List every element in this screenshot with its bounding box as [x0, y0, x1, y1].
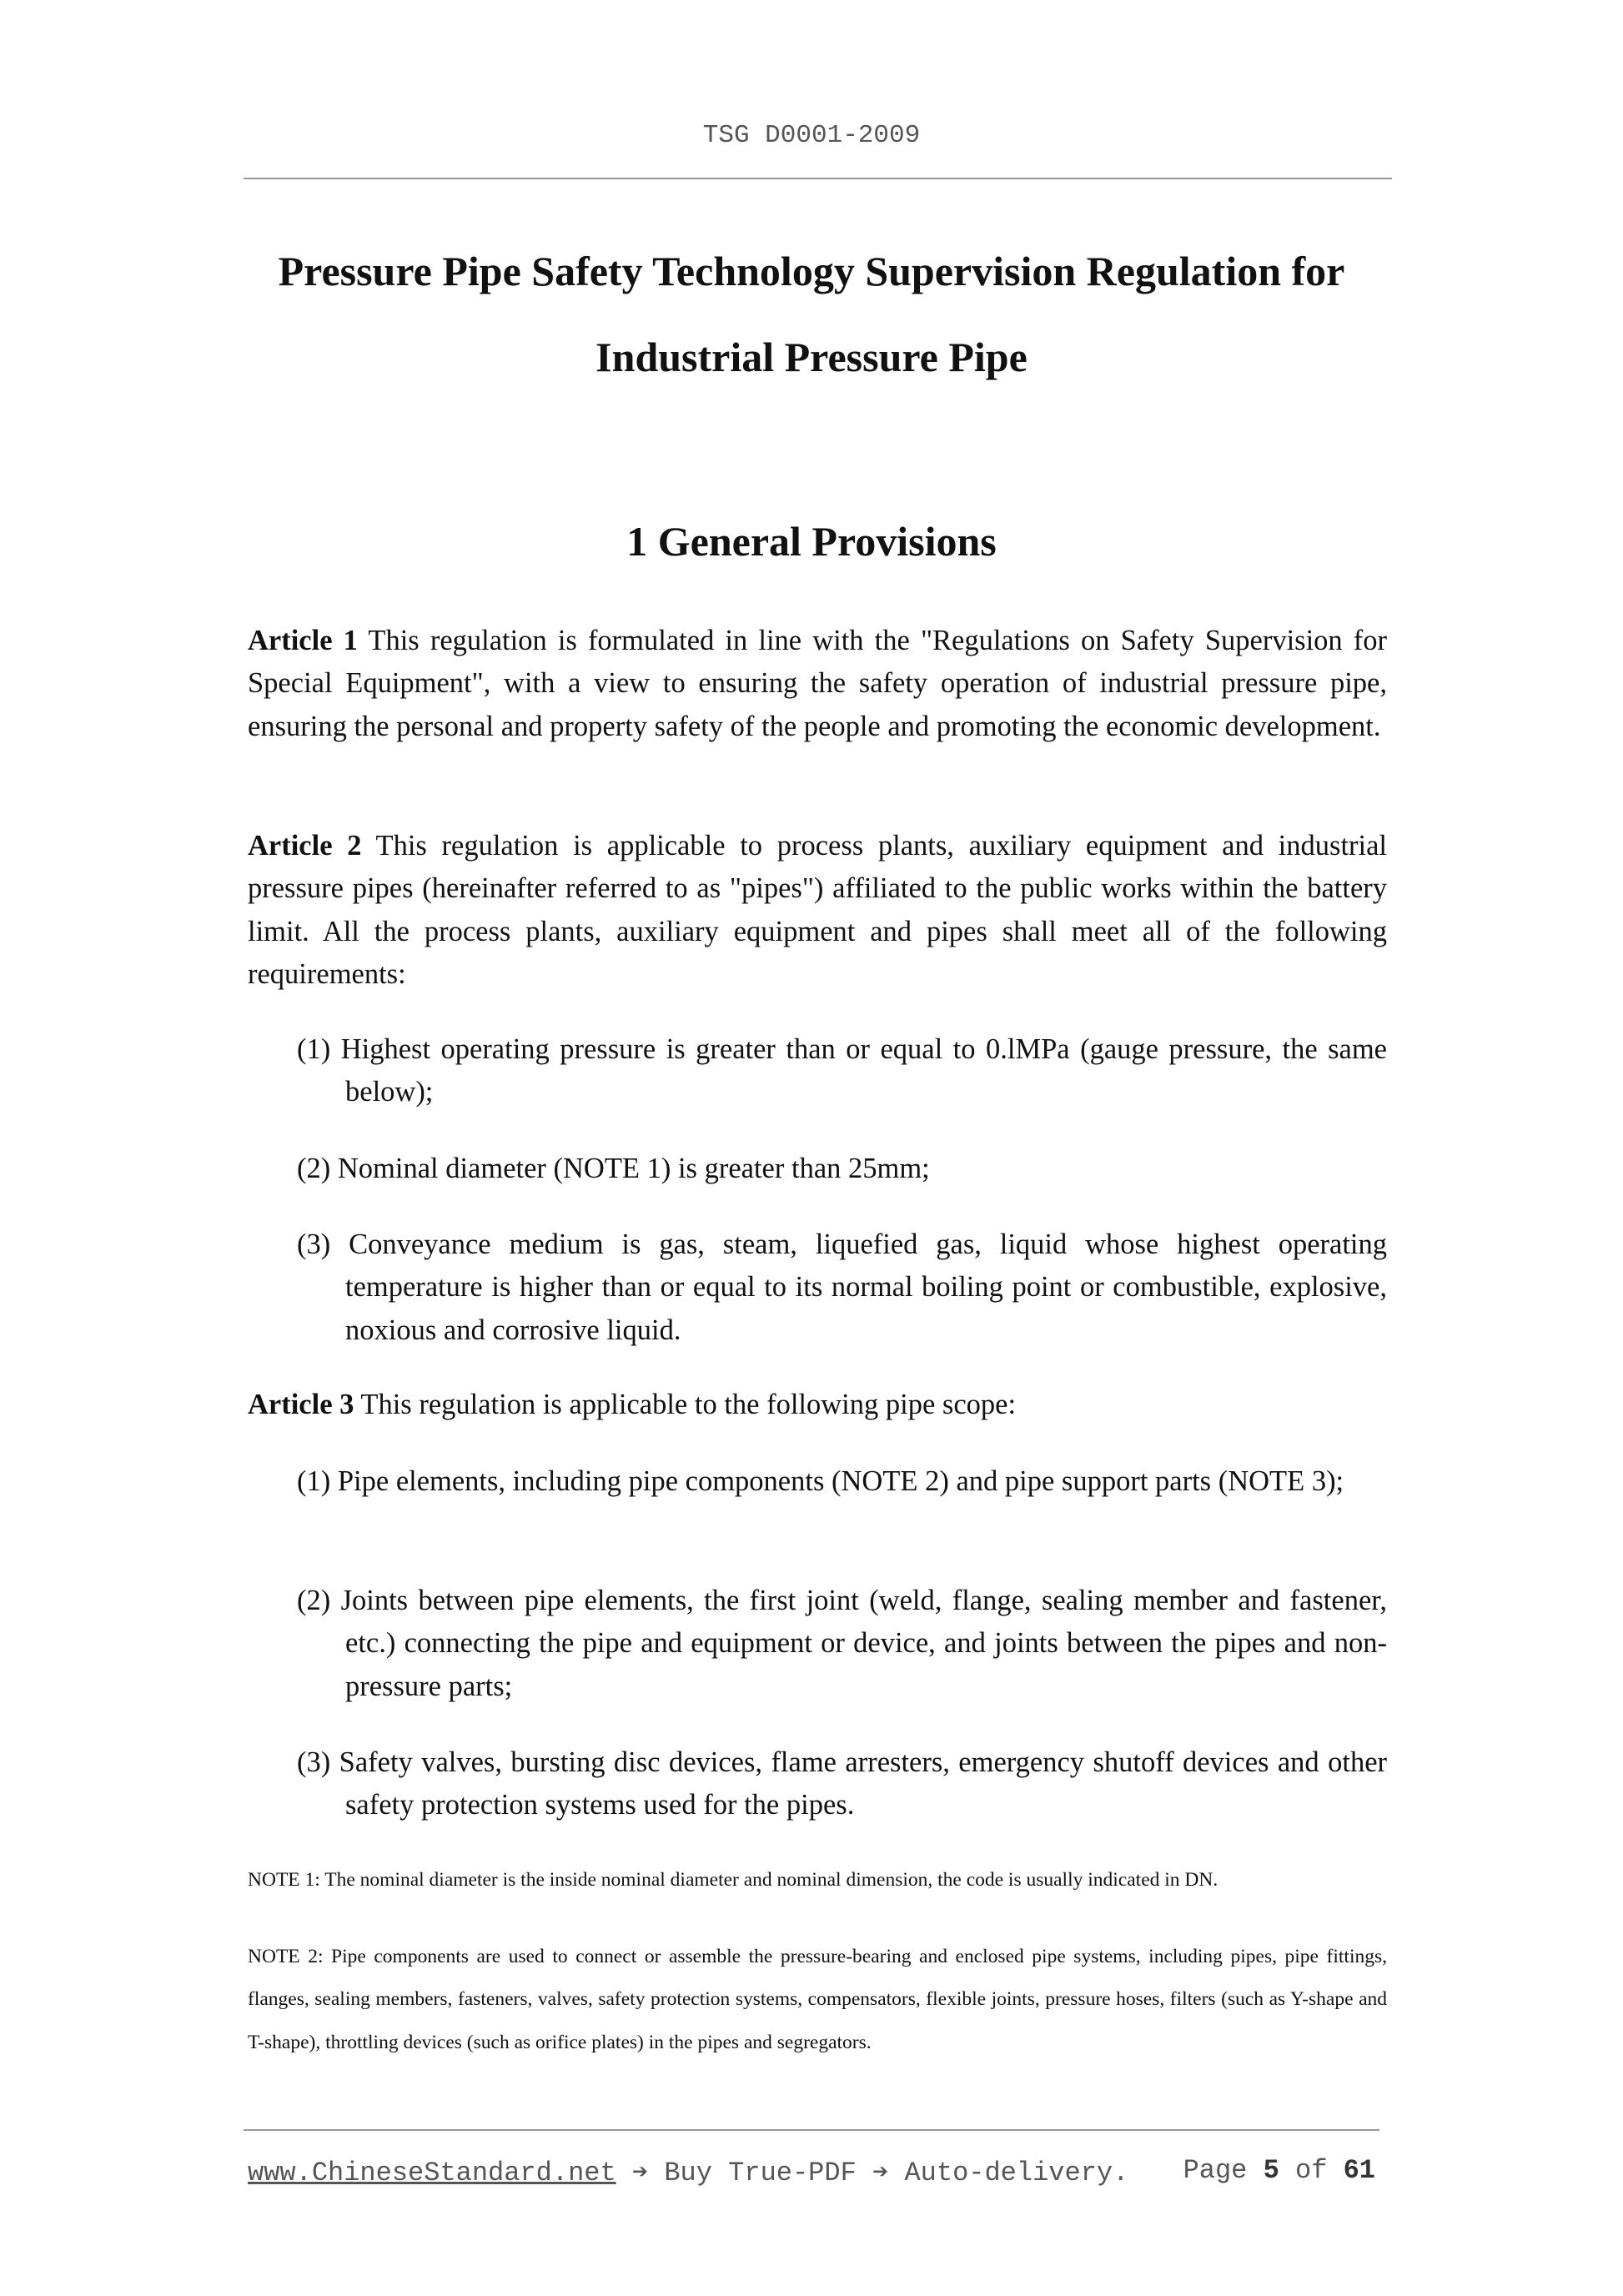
article-text: This regulation is applicable to the following pipe scope:	[354, 1389, 1017, 1420]
list-item: (1) Highest operating pressure is greater than or equal to 0.lMPa (gauge pressure, the same below);	[297, 1033, 1387, 1108]
page-title-line1: Pressure Pipe Safety Technology Supervision Regulation for	[278, 248, 1345, 294]
note-1: NOTE 1: The nominal diameter is the inside nominal diameter and nominal dimension, the code is usually indicated in DN.	[248, 1869, 1219, 1891]
current-page: 5	[1263, 2155, 1279, 2186]
of-label: of	[1294, 2155, 1328, 2186]
page-title-line2: Industrial Pressure Pipe	[595, 334, 1028, 380]
list-item: (1) Pipe elements, including pipe components (NOTE 2) and pipe support parts (NOTE 3);	[297, 1465, 1344, 1497]
footer	[248, 2155, 1375, 2188]
buy-text: Buy True-PDF	[664, 2158, 857, 2188]
header-doc-code: TSG D0001-2009	[702, 121, 921, 150]
page-number	[1183, 2155, 1375, 2188]
article-text: This regulation is formulated in line with the "Regulations on Safety Supervision for Special Equipment", with a view to ensuring the safety operation of industrial pressure pipe, ensuring the personal and property safety of the people and promoting the economic development.	[248, 625, 1388, 742]
article-text: This regulation is applicable to process plants, auxiliary equipment and industrial pressure pipes (hereinafter referred to as "pipes") affiliated to the public works within the battery limit. All the process plants, auxiliary equipment and pipes shall meet all of the following requirements:	[248, 830, 1387, 990]
list-item: (3) Conveyance medium is gas, steam, liquefied gas, liquid whose highest operating temperature is higher than or equal to its normal boiling point or combustible, explosive, noxious and corrosive liquid.	[297, 1228, 1387, 1346]
article-label: Article 1	[248, 625, 358, 656]
article-2	[248, 825, 1387, 996]
note-2: NOTE 2: Pipe components are used to connect or assemble the pressure-bearing and enclosed pipe systems, including pipes, pipe fittings, flanges, sealing members, fasteners, valves, safety protection systems, compensators, flexible joints, pressure hoses, filters (such as Y-shape and T-shape), throttling devices (such as orifice plates) in the pipes and segregators.	[248, 1946, 1387, 2053]
list-item: (2) Nominal diameter (NOTE 1) is greater than 25mm;	[297, 1153, 930, 1184]
delivery-text: Auto-delivery.	[904, 2158, 1129, 2188]
article-1	[248, 620, 1387, 748]
total-pages: 61	[1343, 2155, 1375, 2186]
section-heading: 1 General Provisions	[626, 518, 997, 565]
list-item: (3) Safety valves, bursting disc devices, flame arresters, emergency shutoff devices and other safety protection systems used for the pipes.	[297, 1746, 1387, 1821]
page-label: Page	[1183, 2155, 1248, 2186]
website-link[interactable]: www.ChineseStandard.net	[248, 2158, 616, 2188]
article-label: Article 2	[248, 830, 362, 862]
article-label: Article 3	[248, 1389, 354, 1420]
article-3	[248, 1384, 1387, 1426]
arrow-icon: ➔	[872, 2158, 889, 2188]
arrow-icon: ➔	[631, 2158, 649, 2188]
header-rule	[244, 178, 1392, 179]
footer-rule	[244, 2129, 1379, 2131]
list-item: (2) Joints between pipe elements, the first joint (weld, flange, sealing member and fastener, etc.) connecting the pipe and equipment or device, and joints between the pipes and non-pressure parts;	[297, 1585, 1387, 1702]
